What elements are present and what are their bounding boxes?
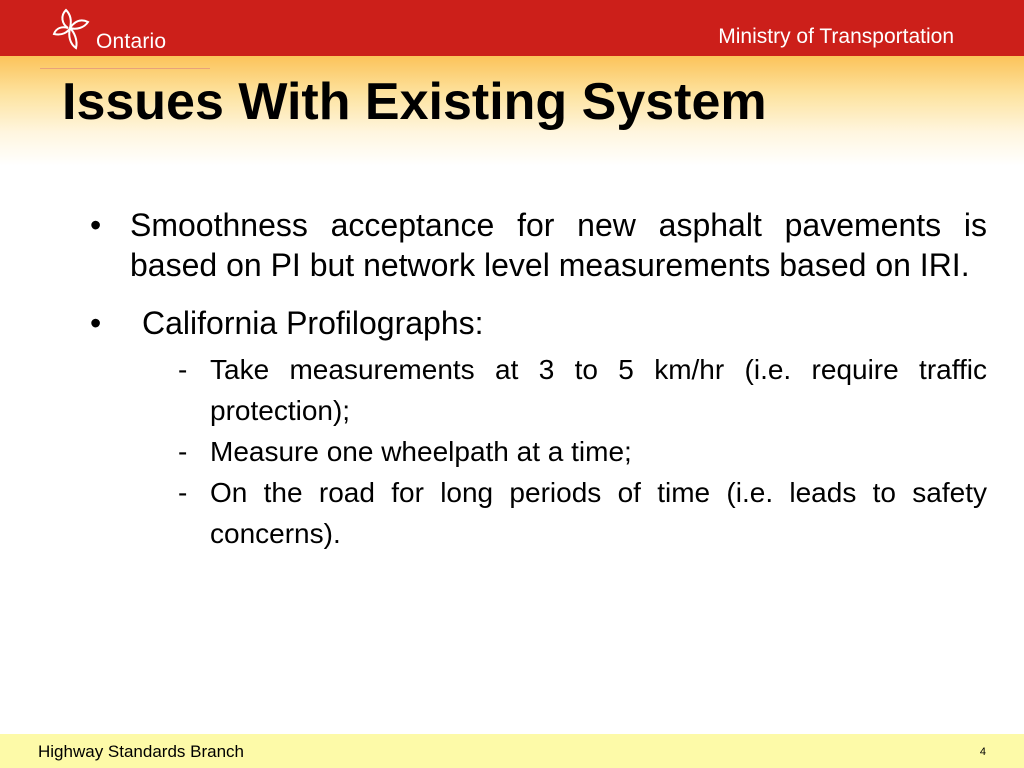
sub-text: Take measurements at 3 to 5 km/hr (i.e. require traffic protection); <box>210 354 987 426</box>
sub-list <box>178 349 987 554</box>
ministry-name: Ministry of Transportation <box>718 25 954 48</box>
footer-branch: Highway Standards Branch <box>38 742 245 761</box>
sub-marker: - <box>178 436 188 467</box>
bullet-text: Smoothness acceptance for new asphalt pavements is based on PI but network level measurements based on IRI. <box>130 207 987 283</box>
bullet-item <box>90 303 987 343</box>
sub-marker: - <box>178 477 188 508</box>
bullet-text: California Profilographs: <box>142 305 484 341</box>
sub-item <box>178 472 987 554</box>
bullet-marker: • <box>90 305 102 341</box>
bullet-item <box>90 205 987 285</box>
slide-title: Issues With Existing System <box>62 73 767 131</box>
ontario-logo <box>52 6 212 52</box>
sub-item <box>178 431 987 472</box>
bullet-marker: • <box>90 207 102 243</box>
sub-marker: - <box>178 354 188 385</box>
trillium-icon <box>52 6 96 52</box>
slide-content <box>90 205 987 554</box>
header-bar <box>0 0 1024 56</box>
logo-divider <box>40 68 210 69</box>
page-number: 4 <box>979 746 986 758</box>
sub-text: On the road for long periods of time (i.e. leads to safety concerns). <box>210 477 987 549</box>
sub-text: Measure one wheelpath at a time; <box>210 436 632 467</box>
footer-bar <box>0 734 1024 768</box>
logo-text: Ontario <box>96 30 167 53</box>
sub-item <box>178 349 987 431</box>
